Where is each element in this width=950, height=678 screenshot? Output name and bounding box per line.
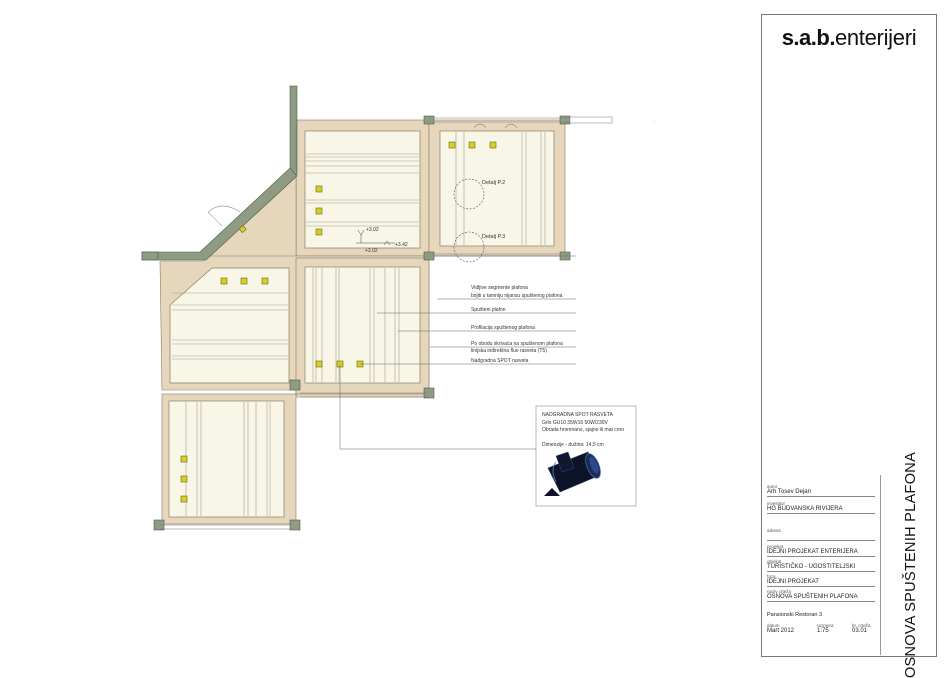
product-info-box bbox=[536, 406, 636, 506]
spot-light bbox=[316, 208, 322, 214]
field-phase: faza IDEJNI PROJEKAT bbox=[767, 574, 875, 587]
company-logo bbox=[762, 25, 936, 51]
ceiling-panels bbox=[169, 131, 554, 517]
field-object: objekat TURISTIČKO - UGOSTITELJSKI bbox=[767, 559, 875, 572]
height-label: +3.42 bbox=[395, 242, 408, 248]
callout-label: Po obodu skrivaća na spuštenom plafona bbox=[471, 341, 563, 347]
spot-light bbox=[241, 278, 247, 284]
detail-label: Detalj P.2 bbox=[482, 180, 506, 186]
height-label: +3.02 bbox=[366, 227, 379, 233]
callout-label: bojiti u tamniju nijansu spuštenog plafona bbox=[471, 293, 563, 299]
spot-light bbox=[181, 456, 187, 462]
field-investor: investitor HG BUDVANSKA RIVIJERA bbox=[767, 501, 875, 514]
logo-thin: enterijeri bbox=[834, 25, 917, 50]
product-line: Grlo GU10 35W16 50W/230V bbox=[542, 420, 608, 426]
sheet-title: OSNOVA SPUŠTENIH PLAFONA bbox=[903, 451, 919, 678]
callout-label: Vidljive segmente plafona bbox=[471, 285, 528, 291]
spot-light bbox=[316, 229, 322, 235]
logo-bold: s.a.b. bbox=[781, 25, 835, 50]
spot-light bbox=[262, 278, 268, 284]
field-scale: razmera 1:75 bbox=[817, 623, 834, 634]
field-author: autor Arh Tosev Dejan bbox=[767, 484, 875, 497]
callout-label: Spušteni plafon bbox=[471, 307, 506, 313]
spot-light bbox=[316, 361, 322, 367]
product-dimensions: Dimenzije - dužina: 14,5 cm bbox=[542, 442, 604, 448]
product-line: Obrada hromirano, sjajno ili mat crno bbox=[542, 427, 624, 433]
field-project: projekat IDEJNI PROJEKAT ENTERIJERA bbox=[767, 544, 875, 557]
callout-label: Nadgradna SPOT rasveta bbox=[471, 358, 529, 364]
callout-label: Profilacija spuštenog plafona bbox=[471, 325, 535, 331]
field-date: datum Mart 2012 bbox=[767, 623, 795, 634]
divider bbox=[880, 475, 881, 655]
spot-light bbox=[221, 278, 227, 284]
spot-light bbox=[469, 142, 475, 148]
location-text: Pansionski Restoran 3 bbox=[767, 612, 823, 618]
detail-label: Detalj P.3 bbox=[482, 234, 506, 240]
field-address: adresa bbox=[767, 528, 875, 541]
field-drawing-name: naziv crteža OSNOVA SPUŠTENIH PLAFONA bbox=[767, 589, 875, 602]
callout-label: linijska indirektna fluo rasveta (T5) bbox=[471, 348, 547, 354]
spot-light bbox=[181, 476, 187, 482]
spot-light bbox=[449, 142, 455, 148]
field-sheet-number: br. crteža 03.01 bbox=[852, 623, 871, 634]
spot-light bbox=[316, 186, 322, 192]
spot-light bbox=[181, 496, 187, 502]
title-block bbox=[761, 14, 937, 678]
product-title: NADGRADNA SPOT RASVETA bbox=[542, 412, 613, 418]
panel-top-right bbox=[440, 131, 554, 246]
height-label: +3.02 bbox=[365, 248, 378, 254]
spot-light bbox=[490, 142, 496, 148]
